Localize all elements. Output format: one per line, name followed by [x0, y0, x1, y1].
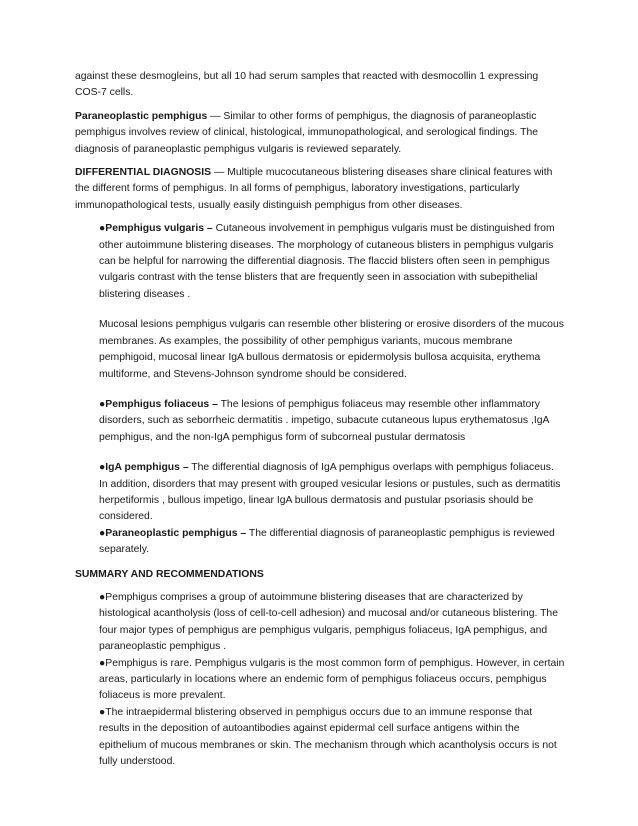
differential-item-text: The lesions of pemphigus foliaceus may resemble other inflammatory disorders, such as seborrheic dermatitis . impetigo, subacute cutaneous lupus erythematosus ,IgA pemphigus, and the non-IgA pemphigus form of subcorneal pustular dermatosis: [99, 398, 549, 443]
differential-text: — Multiple mucocutaneous blistering diseases share clinical features with the different forms of pemphigus. In all forms of pemphigus, laboratory investigations, particularly immunopathological tests, usually easily distinguish pemphigus from other diseases.: [75, 167, 553, 211]
differential-item-paraneoplastic: [99, 526, 565, 559]
paraneoplastic-paragraph: [75, 109, 565, 158]
differential-item-text: Mucosal lesions pemphigus vulgaris can resemble other blistering or erosive disorders of the mucous membranes. As examples, the possibility of other pemphigus variants, mucous membrane pemphigoid, mucosal linear IgA bullous dermatosis or epidermolysis bullosa acquisita, erythema multiforme, and Stevens-Johnson syndrome should be considered.: [99, 319, 564, 380]
summary-list: [75, 590, 565, 770]
differential-list: [75, 221, 565, 558]
differential-item-text: Cutaneous involvement in pemphigus vulgaris must be distinguished from other autoimmune blistering diseases. The morphology of cutaneous blisters in pemphigus vulgaris can be helpful for narrowing the differential diagnosis. The flaccid blisters often seen in pemphigus vulgaris contrast with the tense blisters that are frequently seen in association with subepithelial blistering diseases .: [99, 223, 555, 300]
differential-item-iga-pemphigus: [99, 460, 565, 526]
differential-item-heading: ●Pemphigus foliaceus –: [99, 398, 218, 410]
differential-item-pemphigus-vulgaris: [99, 221, 565, 303]
differential-heading: DIFFERENTIAL DIAGNOSIS: [75, 167, 212, 179]
differential-item-heading: ●IgA pemphigus –: [99, 462, 189, 474]
paraneoplastic-heading: Paraneoplastic pemphigus: [75, 110, 208, 122]
summary-item: ●The intraepidermal blistering observed in pemphigus occurs due to an immune response that results in the deposition of autoantibodies against epidermal cell surface antigens within the epithelium of mucous membranes or skin. The mechanism through which acantholysis occurs is not fully understood.: [99, 706, 557, 768]
differential-item-heading: ●Pemphigus vulgaris –: [99, 223, 213, 235]
differential-item-text: The differential diagnosis of paraneoplastic pemphigus is reviewed separately.: [99, 527, 555, 556]
intro-paragraph: against these desmogleins, but all 10 had serum samples that reacted with desmocollin 1 expressing COS-7 cells.: [75, 71, 539, 99]
summary-heading: SUMMARY AND RECOMMENDATIONS: [75, 568, 264, 580]
summary-item: ●Pemphigus is rare. Pemphigus vulgaris is the most common form of pemphigus. However, in certain areas, particularly in locations where an endemic form of pemphigus foliaceus occurs, pemphigus foliaceus is more prevalent.: [99, 657, 565, 702]
differential-item-text: The differential diagnosis of IgA pemphigus overlaps with pemphigus foliaceus. In addition, disorders that may present with grouped vesicular lesions or pustules, such as dermatitis herpetiformis , bullous impetigo, linear IgA bullous dermatosis and pustular psoriasis should be considered.: [99, 462, 561, 523]
differential-paragraph: [75, 165, 565, 214]
differential-item-heading: ●Paraneoplastic pemphigus –: [99, 527, 247, 539]
document-page: [75, 69, 565, 770]
paraneoplastic-text: — Similar to other forms of pemphigus, the diagnosis of paraneoplastic pemphigus involves review of clinical, histological, immunopathological, and serological findings. The diagnosis of paraneoplastic pemphigus vulgaris is reviewed separately.: [75, 110, 539, 155]
differential-item-mucosal-lesions: [99, 317, 565, 383]
differential-item-pemphigus-foliaceus: [99, 397, 565, 446]
summary-item: ●Pemphigus comprises a group of autoimmune blistering diseases that are characterized by histological acantholysis (loss of cell-to-cell adhesion) and mucosal and/or cutaneous blistering. The four major types of pemphigus are pemphigus vulgaris, pemphigus foliaceus, IgA pemphigus, and paraneoplastic pemphigus .: [99, 591, 558, 653]
